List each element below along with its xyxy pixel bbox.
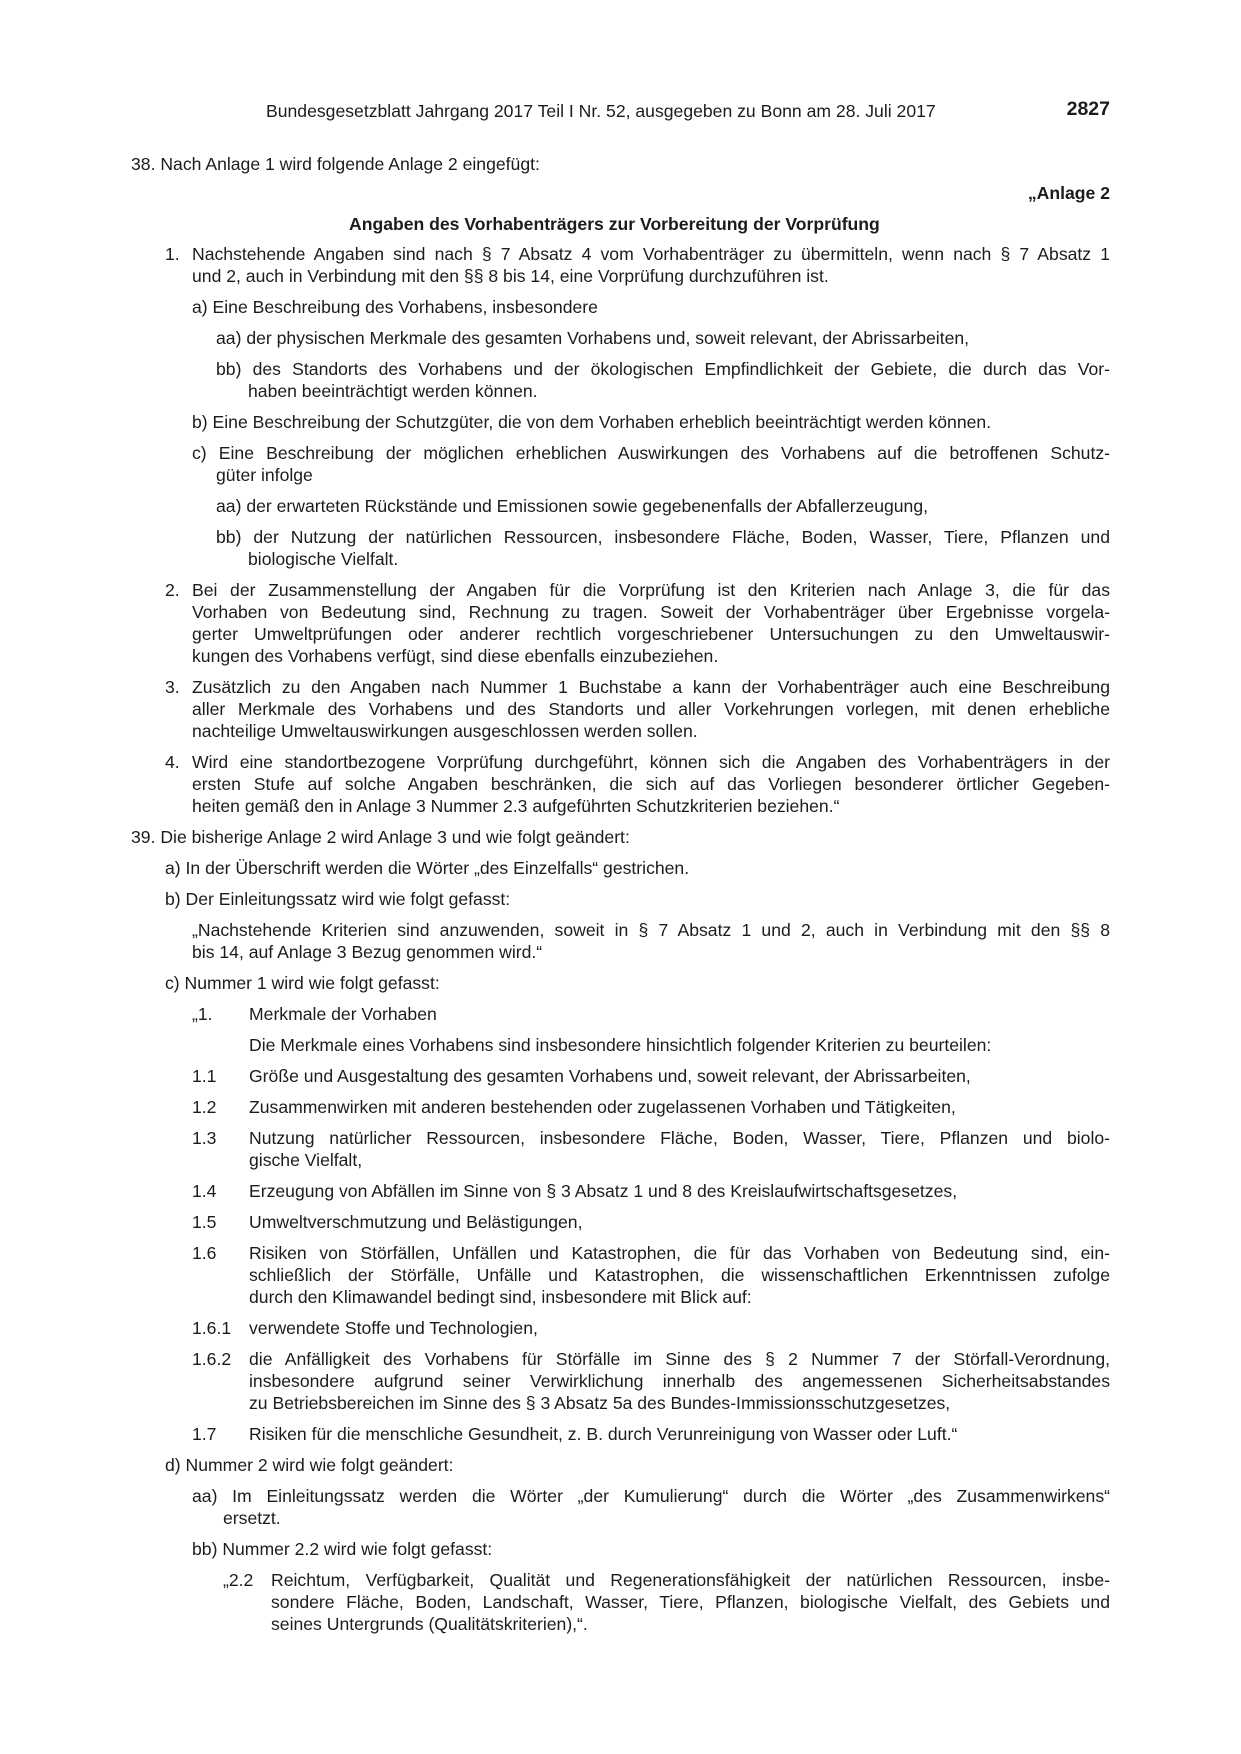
text-line: 3. (165, 677, 180, 697)
text-line: Erzeugung von Abfällen im Sinne von § 3 Absatz 1 und 8 des Kreislaufwirtschaftsgesetzes, (249, 1181, 958, 1201)
text-line: Die Merkmale eines Vorhabens sind insbesondere hinsichtlich folgender Kriterien zu beurteilen: (249, 1035, 992, 1055)
text-line: „1. (192, 1004, 213, 1024)
text-line: durch den Klimawandel bedingt sind, insbesondere mit Blick auf: (249, 1287, 752, 1307)
text-line: 1.1 (192, 1066, 217, 1086)
text-line: Vorhaben von Bedeutung sind, Rechnung zu tragen. Soweit der Vorhabenträger über Ergebnisse vorgela- (192, 602, 1110, 622)
text-line: gische Vielfalt, (249, 1150, 363, 1170)
text-line: 1.6.1 (192, 1318, 232, 1338)
page-number: 2827 (1066, 98, 1110, 120)
text-line: ersetzt. (223, 1508, 281, 1528)
text-line: Reichtum, Verfügbarkeit, Qualität und Regenerationsfähigkeit der natürlichen Ressourcen, insbe- (271, 1570, 1110, 1590)
text-line: Größe und Ausgestaltung des gesamten Vorhabens und, soweit relevant, der Abrissarbeiten, (249, 1066, 971, 1086)
text-line: bb) des Standorts des Vorhabens und der ökologischen Empfindlichkeit der Gebiete, die durch das Vor- (216, 359, 1110, 379)
text-line: aa) der physischen Merkmale des gesamten Vorhabens und, soweit relevant, der Abrissarbeiten, (216, 328, 970, 348)
text-line: a) In der Überschrift werden die Wörter „des Einzelfalls“ gestrichen. (165, 858, 690, 878)
text-line: 1.7 (192, 1424, 217, 1444)
text-line: bis 14, auf Anlage 3 Bezug genommen wird.“ (192, 942, 543, 962)
text-line: aller Merkmale des Vorhabens und des Standorts und aller Vorkehrungen vorlegen, mit denen erhebliche (192, 699, 1110, 719)
text-line: „Anlage 2 (1027, 183, 1110, 203)
text-line: 39. Die bisherige Anlage 2 wird Anlage 3 und wie folgt geändert: (131, 827, 630, 847)
text-line: Zusammenwirken mit anderen bestehenden oder zugelassenen Vorhaben und Tätigkeiten, (249, 1097, 956, 1117)
text-line: 1.6.2 (192, 1349, 232, 1369)
text-line: b) Der Einleitungssatz wird wie folgt gefasst: (165, 889, 511, 909)
text-line: „2.2 (223, 1570, 254, 1590)
text-line: 38. Nach Anlage 1 wird folgende Anlage 2 eingefügt: (131, 154, 540, 174)
text-line: aa) Im Einleitungssatz werden die Wörter „der Kumulierung“ durch die Wörter „des Zusammenwirkens“ (192, 1486, 1110, 1506)
text-line: 1.2 (192, 1097, 217, 1117)
text-line: a) Eine Beschreibung des Vorhabens, insbesondere (192, 297, 598, 317)
text-line: sondere Fläche, Boden, Landschaft, Wasser, Tiere, Pflanzen, biologische Vielfalt, des Gebiets und (271, 1592, 1110, 1612)
text-line: 1.4 (192, 1181, 217, 1201)
text-line: Risiken für die menschliche Gesundheit, z. B. durch Verunreinigung von Wasser oder Luft.“ (249, 1424, 958, 1444)
text-line: Merkmale der Vorhaben (249, 1004, 437, 1024)
text-line: güter infolge (216, 465, 313, 485)
text-line: d) Nummer 2 wird wie folgt geändert: (165, 1455, 454, 1475)
text-line: zu Betriebsbereichen im Sinne des § 3 Absatz 5a des Bundes-Immissionsschutzgesetzes, (249, 1393, 951, 1413)
running-header: Bundesgesetzblatt Jahrgang 2017 Teil I Nr. 52, ausgegeben zu Bonn am 28. Juli 2017 (266, 101, 936, 121)
text-line: insbesondere aufgrund seiner Verwirklichung innerhalb des angemessenen Sicherheitsabstandes (249, 1371, 1110, 1391)
text-line: gerter Umweltprüfungen oder anderer rechtlich vorgeschriebener Untersuchungen zu den Umweltauswir- (192, 624, 1110, 644)
text-line: kungen des Vorhabens verfügt, sind diese ebenfalls einzubeziehen. (192, 646, 719, 666)
text-line: bb) Nummer 2.2 wird wie folgt gefasst: (192, 1539, 493, 1559)
text-line: heiten gemäß den in Anlage 3 Nummer 2.3 aufgeführten Schutzkriterien beziehen.“ (192, 796, 840, 816)
text-line: c) Eine Beschreibung der möglichen erheblichen Auswirkungen des Vorhabens auf die betroffenen Schutz- (192, 443, 1110, 463)
text-line: Nachstehende Angaben sind nach § 7 Absatz 4 vom Vorhabenträger zu übermitteln, wenn nach § 7 Absatz 1 (192, 244, 1110, 264)
text-line: ersten Stufe auf solche Angaben beschränken, die sich auf das Vorliegen besonderer örtlicher Gegeben- (192, 774, 1110, 794)
text-line: Risiken von Störfällen, Unfällen und Katastrophen, die für das Vorhaben von Bedeutung sind, ein- (249, 1243, 1110, 1263)
text-line: c) Nummer 1 wird wie folgt gefasst: (165, 973, 440, 993)
text-line: die Anfälligkeit des Vorhabens für Störfälle im Sinne des § 2 Nummer 7 der Störfall-Verordnung, (249, 1349, 1110, 1369)
text-line: Nutzung natürlicher Ressourcen, insbesondere Fläche, Boden, Wasser, Tiere, Pflanzen und biolo- (249, 1128, 1110, 1148)
text-line: aa) der erwarteten Rückstände und Emissionen sowie gegebenenfalls der Abfallerzeugung, (216, 496, 929, 516)
text-line: bb) der Nutzung der natürlichen Ressourcen, insbesondere Fläche, Boden, Wasser, Tiere, Pflanzen und (216, 527, 1110, 547)
text-line: 1.3 (192, 1128, 217, 1148)
text-line: und 2, auch in Verbindung mit den §§ 8 bis 14, eine Vorprüfung durchzuführen ist. (192, 266, 829, 286)
text-line: 1.6 (192, 1243, 217, 1263)
text-line: Angaben des Vorhabenträgers zur Vorbereitung der Vorprüfung (349, 214, 880, 234)
text-line: haben beeinträchtigt werden können. (248, 381, 538, 401)
text-line: Bei der Zusammenstellung der Angaben für die Vorprüfung ist den Kriterien nach Anlage 3, die für das (192, 580, 1110, 600)
text-line: verwendete Stoffe und Technologien, (249, 1318, 538, 1338)
text-line: Wird eine standortbezogene Vorprüfung durchgeführt, können sich die Angaben des Vorhabenträgers in der (192, 752, 1110, 772)
text-line: biologische Vielfalt. (248, 549, 399, 569)
text-line: b) Eine Beschreibung der Schutzgüter, die von dem Vorhaben erheblich beeinträchtigt werden können. (192, 412, 992, 432)
text-line: 2. (165, 580, 180, 600)
text-line: 1. (165, 244, 180, 264)
text-line: 4. (165, 752, 180, 772)
text-line: „Nachstehende Kriterien sind anzuwenden, soweit in § 7 Absatz 1 und 2, auch in Verbindung mit den §§ 8 (192, 920, 1110, 940)
text-line: 1.5 (192, 1212, 217, 1232)
text-line: Zusätzlich zu den Angaben nach Nummer 1 Buchstabe a kann der Vorhabenträger auch eine Beschreibung (192, 677, 1110, 697)
text-line: Umweltverschmutzung und Belästigungen, (249, 1212, 583, 1232)
text-line: seines Untergrunds (Qualitätskriterien),“. (271, 1614, 588, 1634)
text-line: schließlich der Störfälle, Unfälle und Katastrophen, die wissenschaftlichen Erkenntnissen zufolge (249, 1265, 1110, 1285)
text-line: nachteilige Umweltauswirkungen ausgeschlossen werden sollen. (192, 721, 698, 741)
